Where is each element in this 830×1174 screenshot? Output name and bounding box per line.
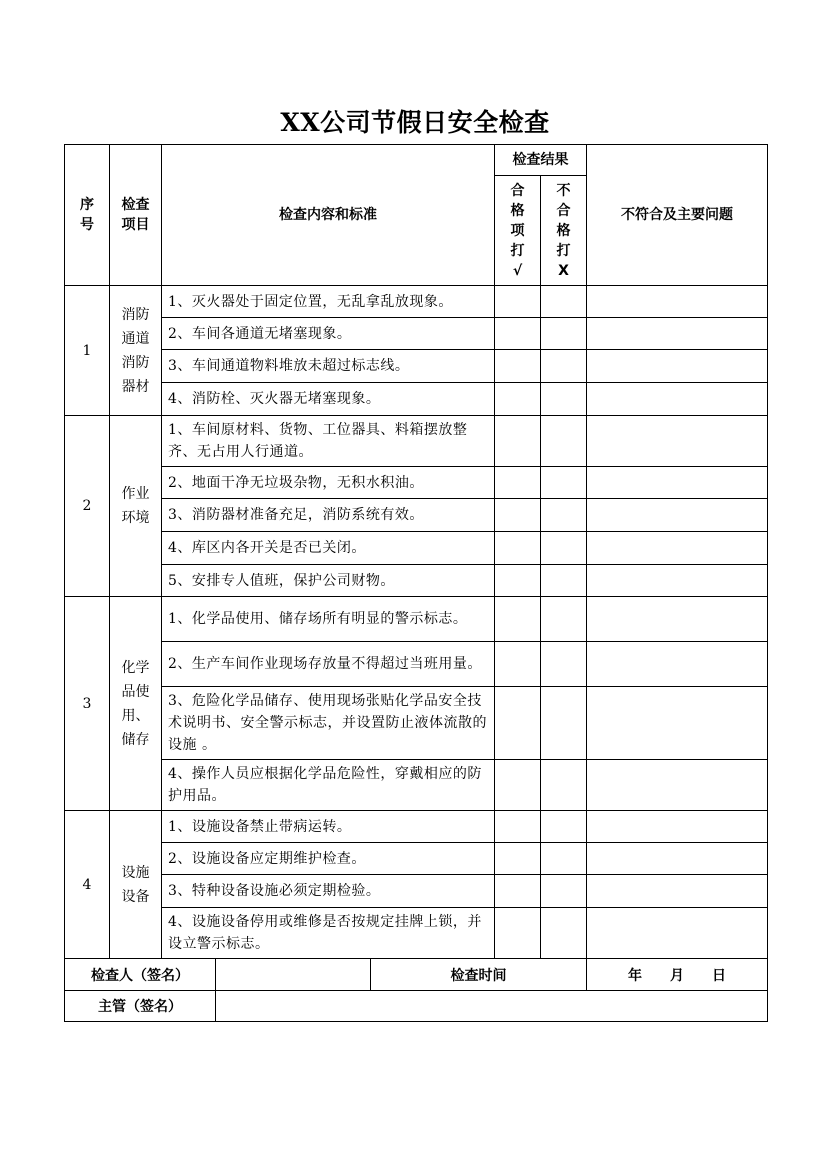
fail-cell[interactable] (541, 597, 587, 642)
fail-cell[interactable] (541, 760, 587, 811)
pass-cell[interactable] (495, 286, 541, 318)
check-item: 2、车间各通道无堵塞现象。 (162, 318, 495, 350)
pass-cell[interactable] (495, 532, 541, 565)
section-number: 2 (65, 416, 110, 597)
section-category: 化学品使用、储存 (110, 597, 162, 811)
table-row (65, 687, 768, 760)
check-item: 1、化学品使用、储存场所有明显的警示标志。 (162, 597, 495, 642)
table-row (65, 286, 768, 318)
issue-cell[interactable] (587, 416, 768, 467)
pass-cell[interactable] (495, 811, 541, 843)
check-item: 4、操作人员应根据化学品危险性，穿戴相应的防护用品。 (162, 760, 495, 811)
supervisor-row (65, 991, 768, 1022)
day-label: 日 (712, 967, 726, 984)
pass-cell[interactable] (495, 499, 541, 532)
fail-cell[interactable] (541, 416, 587, 467)
header-category: 检查项目 (110, 145, 162, 286)
section-category: 设施设备 (110, 811, 162, 959)
header-seq: 序号 (65, 145, 110, 286)
inspection-table (64, 144, 768, 1022)
table-row (65, 383, 768, 416)
fail-cell[interactable] (541, 843, 587, 875)
pass-cell[interactable] (495, 565, 541, 597)
check-item: 3、车间通道物料堆放未超过标志线。 (162, 350, 495, 383)
issue-cell[interactable] (587, 318, 768, 350)
pass-cell[interactable] (495, 416, 541, 467)
section-number: 1 (65, 286, 110, 416)
inspector-signature-field[interactable] (216, 959, 371, 991)
check-item: 3、危险化学品储存、使用现场张贴化学品安全技术说明书、安全警示标志，并设置防止液体流散的设施 。 (162, 687, 495, 760)
header-fail: 不合格打X (541, 176, 587, 286)
header-issues: 不符合及主要问题 (587, 145, 768, 286)
issue-cell[interactable] (587, 467, 768, 499)
issue-cell[interactable] (587, 760, 768, 811)
table-row (65, 760, 768, 811)
check-item: 5、安排专人值班，保护公司财物。 (162, 565, 495, 597)
table-row (65, 467, 768, 499)
fail-cell[interactable] (541, 286, 587, 318)
issue-cell[interactable] (587, 811, 768, 843)
table-row (65, 642, 768, 687)
section-category: 作业环境 (110, 416, 162, 597)
fail-cell[interactable] (541, 532, 587, 565)
fail-cell[interactable] (541, 318, 587, 350)
issue-cell[interactable] (587, 875, 768, 908)
pass-cell[interactable] (495, 350, 541, 383)
check-item: 3、特种设备设施必须定期检验。 (162, 875, 495, 908)
issue-cell[interactable] (587, 499, 768, 532)
fail-cell[interactable] (541, 687, 587, 760)
issue-cell[interactable] (587, 532, 768, 565)
table-row (65, 499, 768, 532)
pass-cell[interactable] (495, 908, 541, 959)
issue-cell[interactable] (587, 565, 768, 597)
check-item: 4、设施设备停用或维修是否按规定挂牌上锁，并设立警示标志。 (162, 908, 495, 959)
fail-cell[interactable] (541, 350, 587, 383)
check-item: 3、消防器材准备充足，消防系统有效。 (162, 499, 495, 532)
table-row (65, 350, 768, 383)
issue-cell[interactable] (587, 642, 768, 687)
header-result: 检查结果 (495, 145, 587, 176)
month-label: 月 (670, 967, 684, 984)
check-item: 1、灭火器处于固定位置，无乱拿乱放现象。 (162, 286, 495, 318)
fail-cell[interactable] (541, 565, 587, 597)
section-number: 4 (65, 811, 110, 959)
fail-cell[interactable] (541, 642, 587, 687)
fail-cell[interactable] (541, 499, 587, 532)
pass-cell[interactable] (495, 875, 541, 908)
inspector-label: 检查人（签名） (65, 959, 216, 991)
issue-cell[interactable] (587, 350, 768, 383)
pass-cell[interactable] (495, 467, 541, 499)
supervisor-label: 主管（签名） (65, 991, 216, 1022)
issue-cell[interactable] (587, 286, 768, 318)
table-row (65, 318, 768, 350)
check-item: 4、库区内各开关是否已关闭。 (162, 532, 495, 565)
pass-cell[interactable] (495, 843, 541, 875)
issue-cell[interactable] (587, 383, 768, 416)
pass-cell[interactable] (495, 318, 541, 350)
header-pass: 合格项打√ (495, 176, 541, 286)
table-row (65, 811, 768, 843)
inspection-time-label: 检查时间 (371, 959, 587, 991)
fail-cell[interactable] (541, 811, 587, 843)
check-item: 2、设施设备应定期维护检查。 (162, 843, 495, 875)
fail-cell[interactable] (541, 467, 587, 499)
issue-cell[interactable] (587, 908, 768, 959)
table-row (65, 843, 768, 875)
check-item: 4、消防栓、灭火器无堵塞现象。 (162, 383, 495, 416)
inspection-date-field[interactable] (587, 959, 768, 991)
check-item: 2、生产车间作业现场存放量不得超过当班用量。 (162, 642, 495, 687)
year-label: 年 (628, 967, 642, 984)
table-row (65, 875, 768, 908)
pass-cell[interactable] (495, 687, 541, 760)
issue-cell[interactable] (587, 687, 768, 760)
pass-cell[interactable] (495, 642, 541, 687)
table-row (65, 597, 768, 642)
pass-cell[interactable] (495, 383, 541, 416)
pass-cell[interactable] (495, 597, 541, 642)
pass-cell[interactable] (495, 760, 541, 811)
header-row-1 (65, 145, 768, 176)
supervisor-signature-field[interactable] (216, 991, 768, 1022)
issue-cell[interactable] (587, 843, 768, 875)
table-row (65, 908, 768, 959)
fail-cell[interactable] (541, 875, 587, 908)
check-item: 2、地面干净无垃圾杂物，无积水积油。 (162, 467, 495, 499)
fail-cell[interactable] (541, 383, 587, 416)
page-title: XX公司节假日安全检查 (280, 108, 550, 137)
issue-cell[interactable] (587, 597, 768, 642)
table-row (65, 565, 768, 597)
section-number: 3 (65, 597, 110, 811)
fail-cell[interactable] (541, 908, 587, 959)
inspector-row (65, 959, 768, 991)
header-content: 检查内容和标准 (162, 145, 495, 286)
check-item: 1、车间原材料、货物、工位器具、料箱摆放整齐、无占用人行通道。 (162, 416, 495, 467)
check-item: 1、设施设备禁止带病运转。 (162, 811, 495, 843)
table-row (65, 532, 768, 565)
section-category: 消防通道消防器材 (110, 286, 162, 416)
table-row (65, 416, 768, 467)
